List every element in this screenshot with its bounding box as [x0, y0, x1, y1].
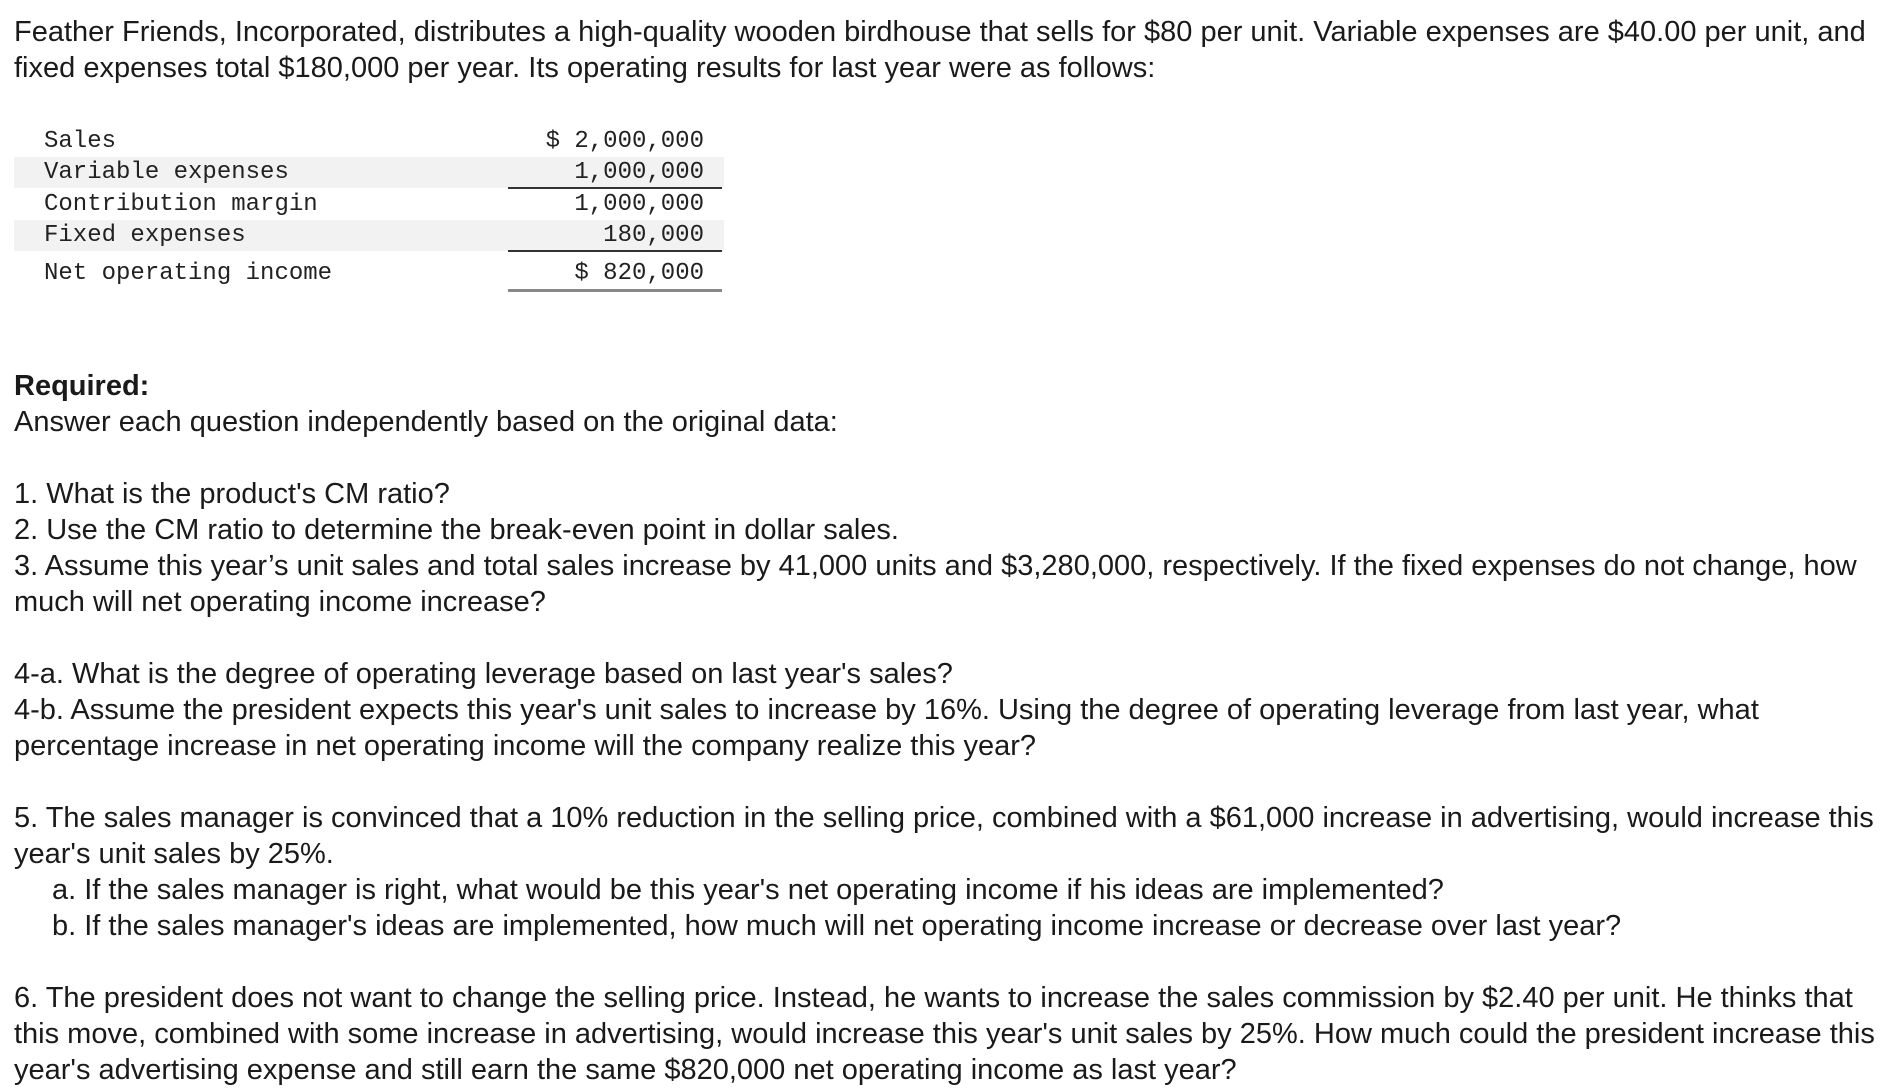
question-5b: b. If the sales manager's ideas are implemented, how much will net operating income increase or decrease over last year?	[52, 910, 1622, 942]
question-6: 6. The president does not want to change the selling price. Instead, he wants to increase the sales commission by $2.40 per unit. He thinks that this move, combined with some increase in advertising, would increase this year's unit sales by 25%. How much could the president increase this year's advertising expense and still earn the same $820,000 net operating income as last year?	[14, 982, 1875, 1086]
question-1: 1. What is the product's CM ratio?	[14, 478, 450, 510]
statement-row-net-operating-income	[14, 258, 724, 289]
statement-value: 1,000,000	[574, 159, 704, 186]
question-group-5	[14, 800, 1890, 944]
statement-value: $ 2,000,000	[545, 128, 704, 155]
question-group-6	[14, 980, 1890, 1088]
total-rule	[508, 289, 722, 292]
statement-label: Net operating income	[44, 260, 333, 287]
intro-paragraph: Feather Friends, Incorporated, distributes a high-quality wooden birdhouse that sells for $80 per unit. Variable expenses are $40.00 per unit, and fixed expenses total $180,000 per year. Its operating results for last year were as follows:	[14, 16, 1866, 84]
question-group-1-3	[14, 476, 1890, 620]
statement-value: $ 820,000	[574, 260, 704, 287]
question-4b: 4-b. Assume the president expects this year's unit sales to increase by 16%. Using the degree of operating leverage from last year, what percentage increase in net operating income will the company realize this year?	[14, 694, 1759, 762]
required-instruction: Answer each question independently based on the original data:	[14, 406, 838, 438]
question-5: 5. The sales manager is convinced that a 10% reduction in the selling price, combined with a $61,000 increase in advertising, would increase this year's unit sales by 25%.	[14, 802, 1874, 870]
statement-row-fixed-expenses	[14, 220, 724, 251]
problem-page	[14, 14, 1890, 1088]
statement-label: Sales	[44, 128, 117, 155]
statement-value: 1,000,000	[574, 191, 704, 218]
subtotal-rule	[508, 250, 722, 252]
required-section	[14, 368, 1890, 440]
income-statement	[14, 126, 724, 332]
statement-row-variable-expenses	[14, 157, 724, 188]
required-heading: Required:	[14, 370, 150, 402]
statement-label: Variable expenses	[44, 159, 289, 186]
statement-row-contribution-margin	[14, 189, 724, 220]
question-group-4	[14, 656, 1890, 764]
question-3: 3. Assume this year’s unit sales and total sales increase by 41,000 units and $3,280,000, respectively. If the fixed expenses do not change, how much will net operating income increase?	[14, 550, 1857, 618]
question-4a: 4-a. What is the degree of operating leverage based on last year's sales?	[14, 658, 953, 690]
question-5a: a. If the sales manager is right, what would be this year's net operating income if his ideas are implemented?	[52, 874, 1444, 906]
statement-row-sales	[14, 126, 724, 157]
statement-label: Contribution margin	[44, 191, 318, 218]
statement-label: Fixed expenses	[44, 222, 246, 249]
statement-value: 180,000	[603, 222, 704, 249]
question-2: 2. Use the CM ratio to determine the break-even point in dollar sales.	[14, 514, 899, 546]
